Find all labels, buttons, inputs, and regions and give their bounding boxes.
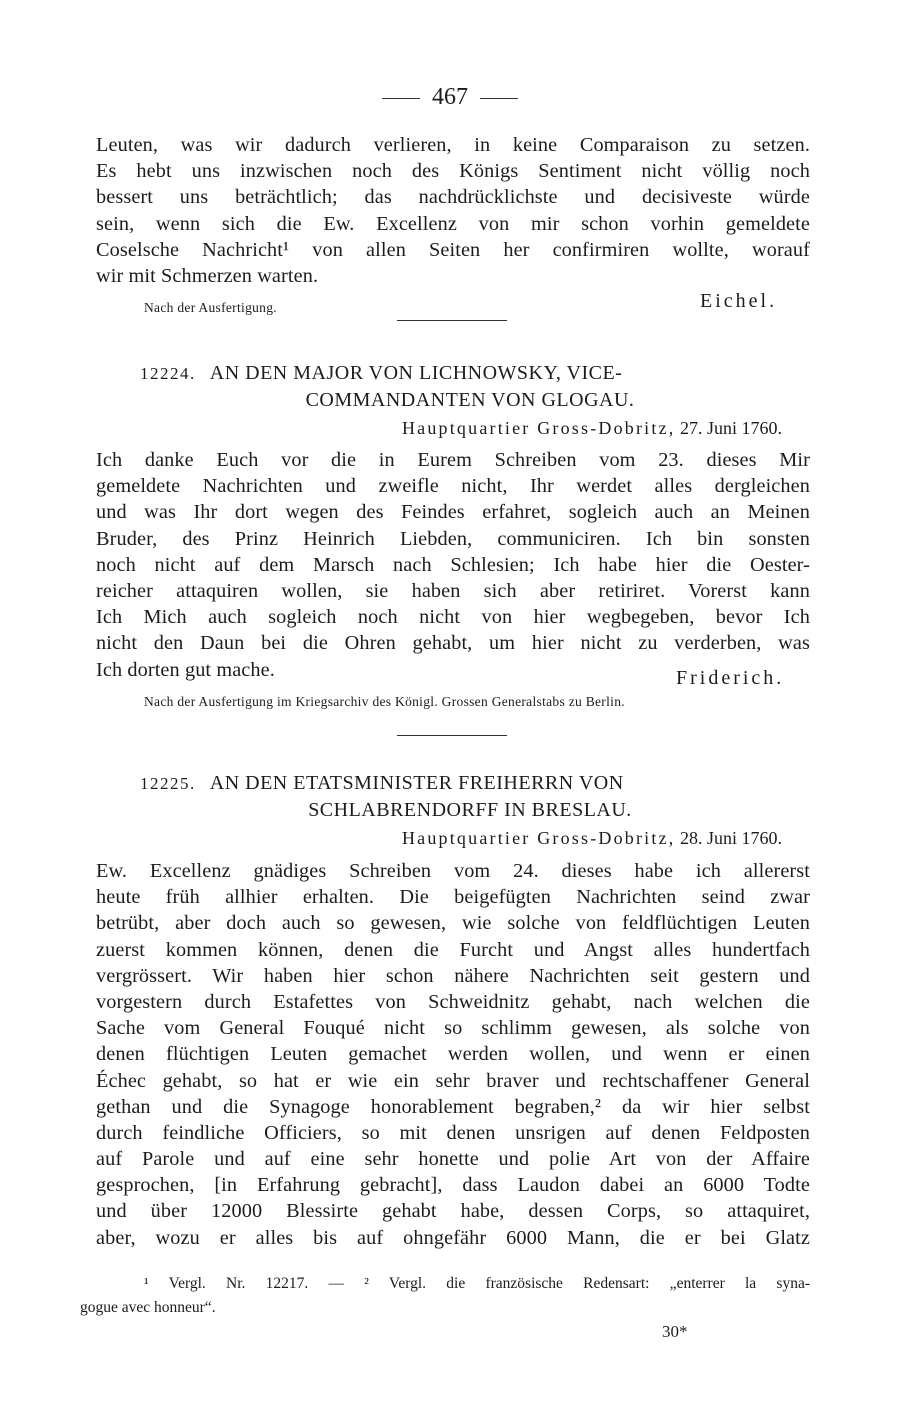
letter-heading	[140, 770, 780, 823]
letter-title-line: COMMANDANTEN VON GLOGAU.	[305, 389, 635, 411]
text-line: Échec gehabt, so hat er wie ein sehr braver und rechtschaffener General	[96, 1069, 810, 1092]
letter-heading	[140, 360, 780, 413]
section-divider	[397, 735, 507, 736]
text-line: auf Parole und auf eine sehr honette und polie Art von der Affaire	[96, 1148, 810, 1171]
letter-number: 12225.	[140, 774, 196, 793]
place: Hauptquartier Gross-Dobritz,	[401, 418, 676, 438]
text-line: noch nicht auf dem Marsch nach Schlesien; Ich habe hier die Oester-	[96, 553, 810, 576]
text-line: heute früh allhier erhalten. Die beigefügten Nachrichten seind zwar	[96, 886, 810, 909]
text-line: Coselsche Nachricht¹ von allen Seiten her confirmiren wollte, worauf	[96, 238, 810, 261]
text-line: gesprochen, [in Erfahrung gebracht], dass Laudon dabei an 6000 Todte	[96, 1174, 810, 1197]
continuation-paragraph	[96, 132, 810, 289]
signature: Friderich.	[676, 667, 785, 689]
text-line: Ich Mich auch sogleich noch nicht von hier wegbegeben, bevor Ich	[96, 606, 810, 629]
letter-title-line: AN DEN MAJOR VON LICHNOWSKY, VICE-	[209, 362, 623, 384]
text-line: zuerst kommen können, denen die Furcht und Angst alles hundertfach	[96, 938, 810, 961]
letter-title-line: SCHLABRENDORFF IN BRESLAU.	[308, 799, 632, 821]
text-line: Ich dorten gut mache.	[96, 658, 275, 681]
text-line: und über 12000 Blessirte gehabt habe, dessen Corps, so attaquiret,	[96, 1200, 810, 1223]
text-line: vergrössert. Wir haben hier schon nähere Nachrichten seit gestern und	[96, 964, 810, 987]
text-line: und was Ihr dort wegen des Feindes erfahret, sogleich auch an Meinen	[96, 501, 810, 524]
text-line: aber, wozu er alles bis auf ohngefähr 6000 Mann, die er bei Glatz	[96, 1226, 810, 1249]
text-line: wir mit Schmerzen warten.	[96, 264, 319, 287]
text-line: Es hebt uns inzwischen noch des Königs Sentiment nicht völlig noch	[96, 160, 810, 183]
page-header	[0, 84, 900, 111]
place-date-line	[402, 828, 782, 849]
text-line: Bruder, des Prinz Heinrich Liebden, communiciren. Ich bin sonsten	[96, 527, 810, 550]
footnote-line: ¹ Vergl. Nr. 12217. — ² Vergl. die französische Redensart: „enterrer la syna-	[144, 1275, 810, 1292]
place: Hauptquartier Gross-Dobritz,	[401, 828, 676, 848]
source-note: Nach der Ausfertigung.	[144, 300, 277, 315]
text-line: denen flüchtigen Leuten gemachet werden wollen, und wenn er einen	[96, 1043, 810, 1066]
date: 28. Juni 1760.	[679, 828, 782, 848]
header-dash-left	[382, 98, 420, 99]
letter-title-line: AN DEN ETATSMINISTER FREIHERRN VON	[209, 772, 624, 794]
page-number: 467	[432, 84, 468, 110]
signature: Eichel.	[700, 290, 778, 312]
text-line: reicher attaquiren wollen, sie haben sich aber retiriret. Vorerst kann	[96, 579, 810, 602]
footnotes	[80, 1272, 810, 1320]
place-date-line	[402, 418, 782, 439]
text-line: Ich danke Euch vor die in Eurem Schreiben vom 23. dieses Mir	[96, 449, 810, 471]
text-line: Ew. Excellenz gnädiges Schreiben vom 24. dieses habe ich allererst	[96, 860, 810, 882]
source-note: Nach der Ausfertigung im Kriegsarchiv des Königl. Grossen Generalstabs zu Berlin.	[144, 694, 625, 709]
text-line: Sache vom General Fouqué nicht so schlimm gewesen, als solche von	[96, 1017, 810, 1040]
date: 27. Juni 1760.	[679, 418, 782, 438]
text-line: sein, wenn sich die Ew. Excellenz von mir schon vorhin gemeldete	[96, 212, 810, 235]
text-line: nicht den Daun bei die Ohren gehabt, um hier nicht zu verderben, was	[96, 632, 810, 655]
letter-number: 12224.	[140, 364, 196, 383]
header-dash-right	[480, 98, 518, 99]
signature-mark: 30*	[662, 1322, 688, 1341]
text-line: durch feindliche Officiers, so mit denen unsrigen auf denen Feldposten	[96, 1121, 810, 1144]
letter-body	[96, 858, 810, 1251]
letter-body	[96, 447, 810, 683]
footnote-line: gogue avec honneur“.	[80, 1299, 216, 1316]
text-line: gethan und die Synagoge honorablement begraben,² da wir hier selbst	[96, 1095, 810, 1118]
text-line: bessert uns beträchtlich; das nachdrücklichste und decisiveste würde	[96, 186, 810, 209]
text-line: gemeldete Nachrichten und zweifle nicht, Ihr werdet alles dergleichen	[96, 475, 810, 498]
section-divider	[397, 320, 507, 321]
text-line: Leuten, was wir dadurch verlieren, in keine Comparaison zu setzen.	[96, 134, 810, 156]
text-line: betrübt, aber doch auch so gewesen, wie solche von feldflüchtigen Leuten	[96, 912, 810, 935]
text-line: vorgestern durch Estafettes von Schweidnitz gehabt, nach welchen die	[96, 990, 810, 1013]
